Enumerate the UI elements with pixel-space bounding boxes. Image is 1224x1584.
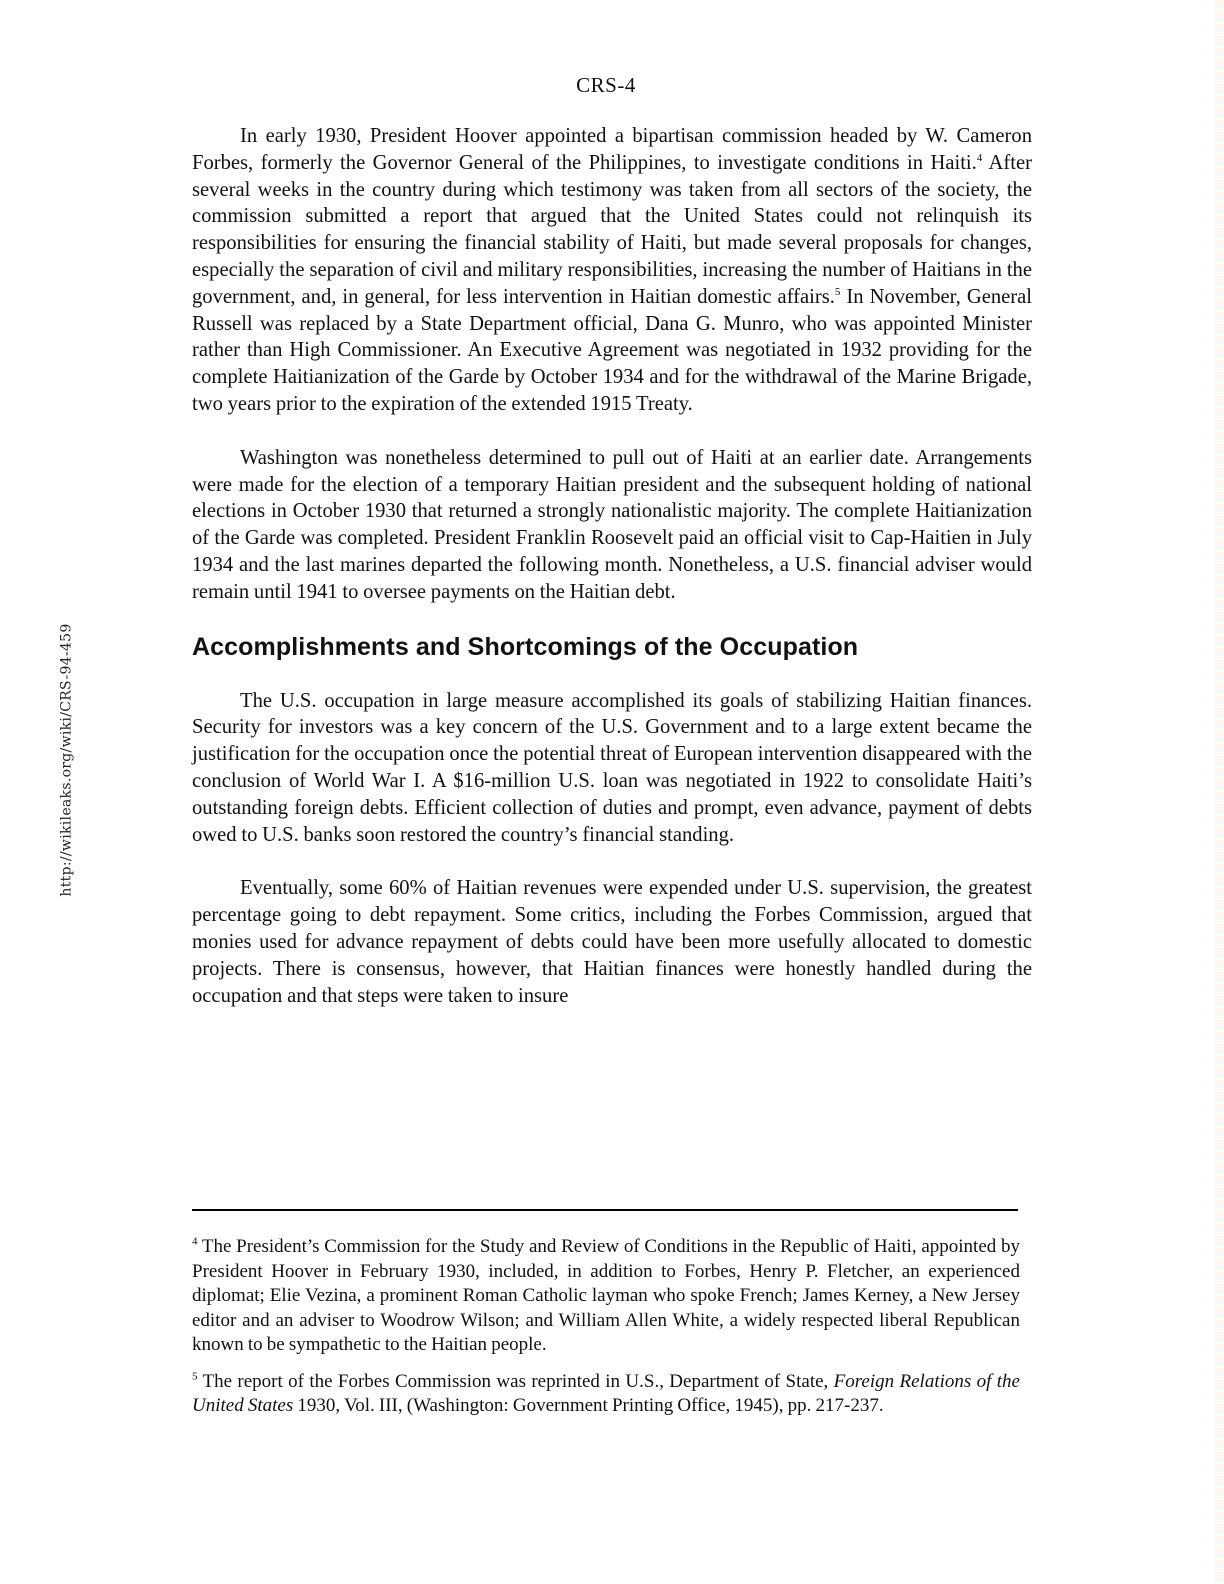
footnote-text: The report of the Forbes Commission was reprinted in U.S., Department of State, [197, 1370, 834, 1392]
watermark-text: http://wikileaks.org/wiki/CRS-94-459 [59, 623, 75, 897]
footnote-publication-title: Foreign Relations of the United States [192, 1370, 1020, 1416]
paragraph-text: In November, General Russell was replaced by a State Department official, Dana G. Munro, who was appointed Minister rather than High Commissioner. An Executive Agreement was negotiated in 1932 providing for the complete Haitianization of the Garde by October 1934 and for the withdrawal of the Marine Brigade, two years prior to the expiration of the extended 1915 Treaty. [192, 285, 1032, 415]
footnote-text: 1930, Vol. III, (Washington: Government Printing Office, 1945), pp. 217-237. [293, 1395, 884, 1416]
page-number-header: CRS-4 [576, 73, 636, 97]
paragraph-forbes-commission [192, 123, 1032, 418]
document-body [192, 123, 1032, 1036]
footnote-number: 4 [192, 1235, 198, 1248]
paragraph-finances: The U.S. occupation in large measure accomplished its goals of stabilizing Haitian finances. Security for investors was a key concern of the U.S. Government and to a large extent became the justification for the occupation once the potential threat of European intervention disappeared with the conclusion of World War I. A $16-million U.S. loan was negotiated in 1922 to consolidate Haiti’s outstanding foreign debts. Efficient collection of duties and prompt, even advance, payment of debts owed to U.S. banks soon restored the country’s financial standing. [192, 689, 1032, 846]
page-edge-strip [1214, 0, 1224, 1584]
footnote-ref-5[interactable]: 5 [834, 285, 841, 298]
footnotes [192, 1235, 1020, 1431]
footnote-4 [192, 1235, 1020, 1358]
paragraph-revenues: Eventually, some 60% of Haitian revenues were expended under U.S. supervision, the greatest percentage going to debt repayment. Some critics, including the Forbes Commission, argued that monies used for advance repayment of debts could have been more usefully allocated to domestic projects. There is consensus, however, that Haitian finances were honestly handled during the occupation and that steps were taken to insure [192, 877, 1032, 1007]
footnote-text: The President’s Commission for the Study and Review of Conditions in the Republic of Haiti, appointed by President Hoover in February 1930, included, in addition to Forbes, Henry P. Fletcher, an experienced diplomat; Elie Vezina, a prominent Roman Catholic layman who spoke French; James Kerney, a New Jersey editor and an adviser to Woodrow Wilson; and William Allen White, a widely respected liberal Republican known to be sympathetic to the Haitian people. [192, 1236, 1020, 1355]
footnote-ref-4[interactable]: 4 [976, 151, 983, 164]
footnote-5 [192, 1370, 1020, 1419]
watermark-url [52, 600, 82, 920]
footnote-separator [192, 1209, 1018, 1211]
section-heading: Accomplishments and Shortcomings of the Occupation [192, 632, 859, 661]
paragraph-text: In early 1930, President Hoover appointed a bipartisan commission headed by W. Cameron Forbes, formerly the Governor General of the Philippines, to investigate conditions in Haiti. [192, 125, 1032, 174]
footnote-number: 5 [192, 1370, 198, 1383]
paragraph-withdrawal: Washington was nonetheless determined to pull out of Haiti at an earlier date. Arrangements were made for the election of a temporary Haitian president and the subsequent holding of national elections in October 1930 that returned a strongly nationalistic majority. The complete Haitianization of the Garde was completed. President Franklin Roosevelt paid an official visit to Cap-Haitien in July 1934 and the last marines departed the following month. Nonetheless, a U.S. financial adviser would remain until 1941 to oversee payments on the Haitian debt. [192, 446, 1032, 603]
paragraph-text: After several weeks in the country during which testimony was taken from all sectors of the society, the commission submitted a report that argued that the United States could not relinquish its responsibilities for ensuring the financial stability of Haiti, but made several proposals for changes, especially the separation of civil and military responsibilities, increasing the number of Haitians in the government, and, in general, for less intervention in Haitian domestic affairs. [192, 151, 1032, 308]
